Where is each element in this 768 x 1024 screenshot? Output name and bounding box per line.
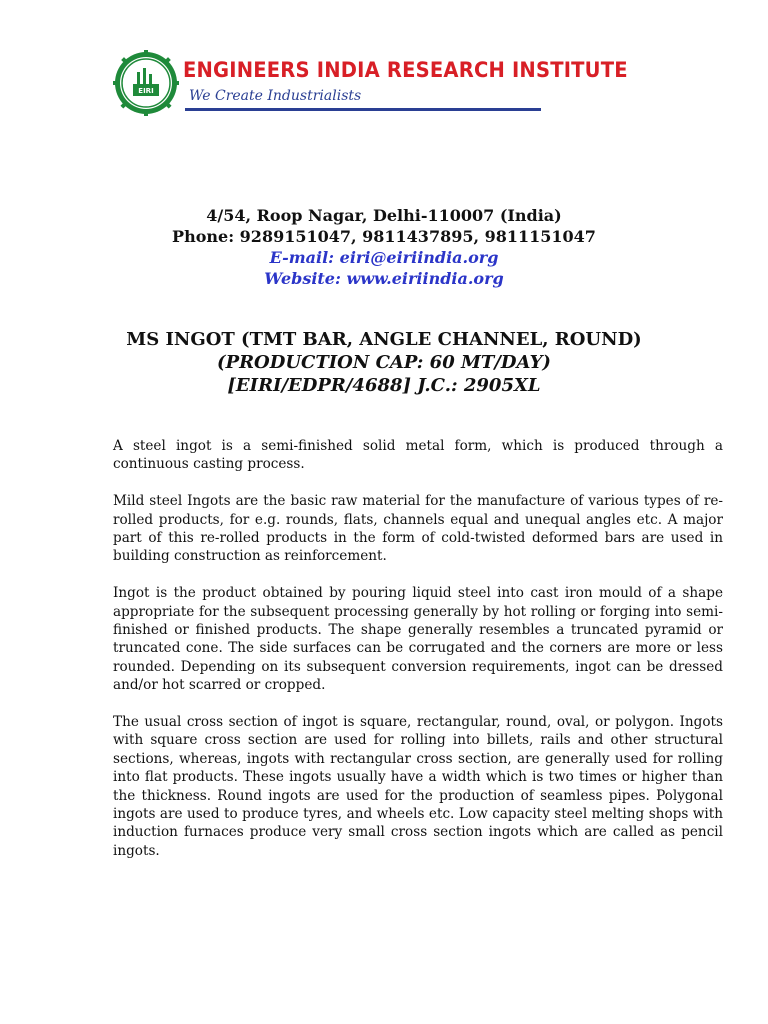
letterhead: [113, 50, 628, 120]
paragraph: Ingot is the product obtained by pouring liquid steel into cast iron mould of a shape appropriate for the subsequent processing generally by hot rolling or forging into semi-finished or finished products. The shape generally resembles a truncated pyramid or truncated cone. The side surfaces can be corrugated and the corners are more or less rounded. Depending on its subsequent conversion requirements, ingot can be dressed and/or hot scarred or cropped.: [113, 585, 723, 694]
paragraph: Mild steel Ingots are the basic raw material for the manufacture of various types of re-rolled products, for e.g. rounds, flats, channels equal and unequal angles etc. A major part of this re-rolled products in the form of cold-twisted deformed bars are used in building construction as reinforcement.: [113, 493, 723, 565]
phone-numbers: Phone: 9289151047, 9811437895, 9811151047: [172, 227, 596, 246]
paragraph: The usual cross section of ingot is square, rectangular, round, oval, or polygon. Ingots with square cross section are used for rolling into billets, rails and other structural sections, whereas, ingots with rectangular cross section, are generally used for rolling into flat products. These ingots usually have a width which is two times or higher than the thickness. Round ingots are used for the production of seamless pipes. Polygonal ingots are used to produce tyres, and wheels etc. Low capacity steel melting shops with induction furnaces produce very small cross section ingots which are called as pencil ingots.: [113, 714, 723, 859]
production-capacity: (PRODUCTION CAP: 60 MT/DAY): [217, 352, 551, 373]
email-link[interactable]: E-mail: eiri@eiriindia.org: [269, 248, 499, 267]
postal-address: 4/54, Roop Nagar, Delhi-110007 (India): [206, 206, 562, 225]
eiri-seal-logo: [113, 50, 179, 116]
body-text: [113, 437, 723, 879]
document-title: MS INGOT (TMT BAR, ANGLE CHANNEL, ROUND): [126, 329, 642, 350]
svg-text:EIRI: EIRI: [138, 87, 154, 95]
paragraph: A steel ingot is a semi-finished solid metal form, which is produced through a continuous casting process.: [113, 438, 723, 473]
organization-tagline: We Create Industrialists: [189, 88, 362, 104]
organization-name: ENGINEERS INDIA RESEARCH INSTITUTE: [183, 58, 628, 82]
tagline-underline: [185, 108, 541, 111]
website-link[interactable]: Website: www.eiriindia.org: [264, 269, 504, 288]
document-title-block: [0, 328, 768, 397]
address-block: [0, 205, 768, 289]
reference-code: [EIRI/EDPR/4688] J.C.: 2905XL: [227, 375, 541, 396]
